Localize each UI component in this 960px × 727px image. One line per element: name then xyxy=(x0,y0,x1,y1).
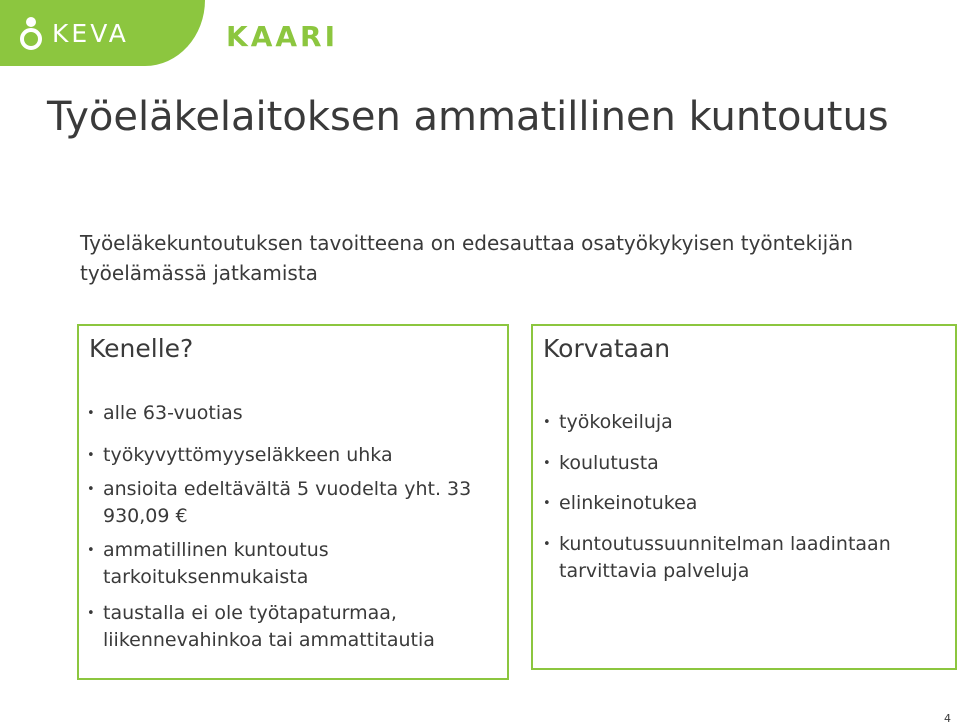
kaari-logo: KAARI xyxy=(226,20,339,53)
list-item: • elinkeinotukea xyxy=(543,492,698,514)
list-item: • koulutusta xyxy=(543,452,659,474)
compensated-heading: Korvataan xyxy=(543,334,671,363)
list-item: • kuntoutussuunnitelman laadintaan tarvittavia palveluja xyxy=(543,533,891,582)
list-item: • työkyvyttömyyseläkkeen uhka xyxy=(87,444,393,466)
keva-brand-band xyxy=(0,0,205,66)
target-group-box xyxy=(77,324,509,680)
keva-logo-text: KEVA xyxy=(52,18,129,48)
list-item: • työkokeiluja xyxy=(543,411,673,433)
list-item: • ansioita edeltävältä 5 vuodelta yht. 33 930,09 € xyxy=(87,478,472,527)
list-item: • alle 63-vuotias xyxy=(87,402,243,424)
slide-subtitle: Työeläkekuntoutuksen tavoitteena on edesauttaa osatyökykyisen työntekijän työelämässä jatkamista xyxy=(80,231,854,285)
page-number: 4 xyxy=(944,712,951,725)
list-item: • ammatillinen kuntoutus tarkoituksenmukaista xyxy=(87,539,329,588)
list-item: • taustalla ei ole työtapaturmaa, liikennevahinkoa tai ammattitautia xyxy=(87,602,435,651)
target-group-heading: Kenelle? xyxy=(89,334,194,363)
page-title: Työeläkelaitoksen ammatillinen kuntoutus xyxy=(47,94,889,140)
keva-person-icon xyxy=(18,16,44,50)
compensated-box xyxy=(531,324,957,670)
keva-logo xyxy=(18,16,129,50)
